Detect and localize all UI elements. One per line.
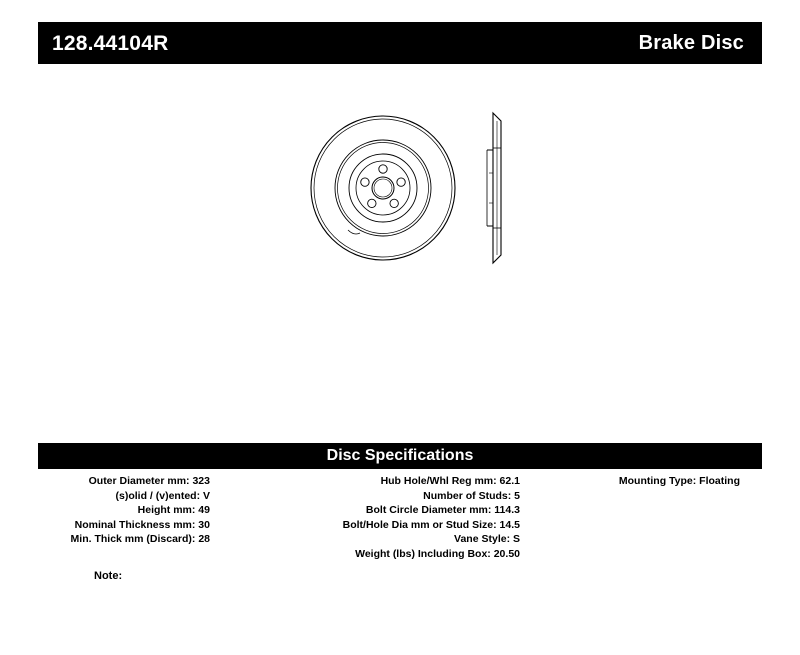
stud-hole xyxy=(390,199,398,207)
specifications-columns xyxy=(38,474,762,562)
specifications-title: Disc Specifications xyxy=(326,447,474,464)
spec-item: Hub Hole/Whl Reg mm: 62.1 xyxy=(380,475,520,487)
stud-hole xyxy=(379,165,387,173)
spec-item: (s)olid / (v)ented: V xyxy=(115,489,210,502)
part-number: 128.44104R xyxy=(52,31,169,55)
rotor-hat-step-circle xyxy=(356,161,410,215)
rotor-detail-mark xyxy=(348,230,360,234)
hub-center-hole xyxy=(372,177,394,199)
spec-item: Bolt/Hole Dia mm or Stud Size: 14.5 xyxy=(342,518,520,531)
stud-hole xyxy=(397,178,405,186)
note-label: Note: xyxy=(94,570,123,582)
spec-column-middle xyxy=(210,474,520,562)
spec-item: Vane Style: S xyxy=(454,533,520,546)
spec-item: Min. Thick mm (Discard): 28 xyxy=(70,533,210,546)
spec-item: Height mm: 49 xyxy=(137,504,210,517)
stud-hole xyxy=(361,178,369,186)
spec-item: Weight (lbs) Including Box: 20.50 xyxy=(355,547,520,560)
spec-item: Bolt Circle Diameter mm: 114.3 xyxy=(365,504,520,517)
stud-hole xyxy=(368,199,376,207)
rotor-hat-outer-circle xyxy=(349,154,417,222)
hub-center-hole-inner xyxy=(374,179,392,197)
specifications-title-bar xyxy=(38,443,762,469)
spec-item: Nominal Thickness mm: 30 xyxy=(74,518,210,531)
spec-column-right xyxy=(520,474,762,489)
product-type-title: Brake Disc xyxy=(638,32,744,54)
rotor-outer-diameter-circle xyxy=(311,116,455,260)
brake-disc-drawing xyxy=(288,88,578,288)
spec-item: Mounting Type: Floating xyxy=(618,475,740,487)
rotor-hat-edge-profile xyxy=(487,150,493,226)
header-bar xyxy=(38,22,762,64)
spec-item: Outer Diameter mm: 323 xyxy=(88,475,210,487)
technical-drawing-area xyxy=(38,78,762,428)
rotor-vane-circle xyxy=(338,143,429,234)
spec-item: Number of Studs: 5 xyxy=(423,489,520,502)
spec-column-left xyxy=(38,474,210,547)
